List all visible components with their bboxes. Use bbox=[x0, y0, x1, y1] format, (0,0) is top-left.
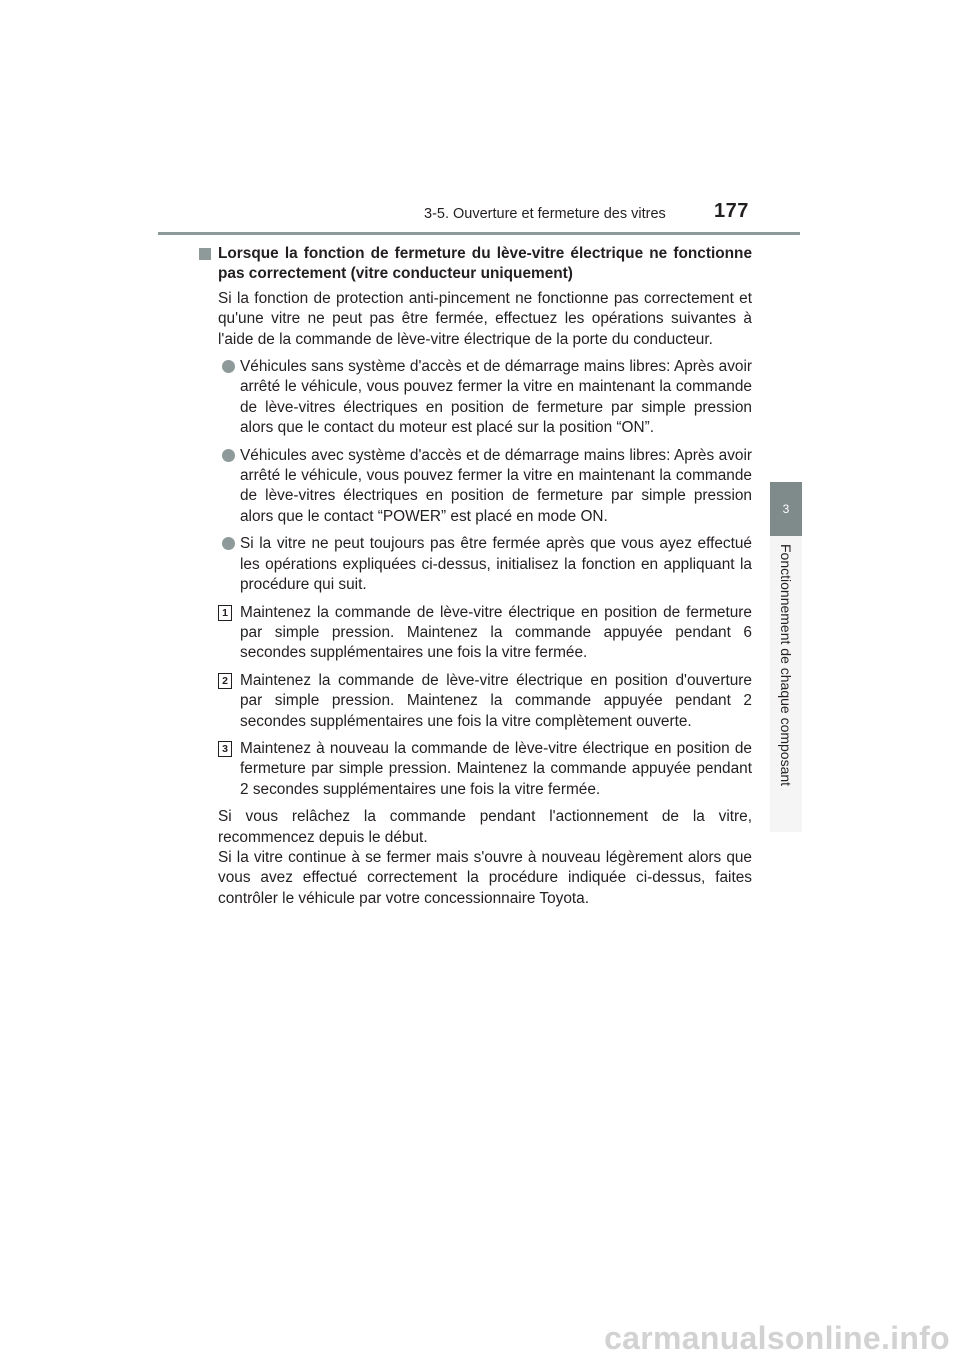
step-text: Maintenez la commande de lève-vitre électrique en position de fermeture par simple pression. Maintenez la commande appuyée pendant 6 secondes supplémentaires une fois la vitre fermée. bbox=[240, 603, 752, 662]
step-number-1: 1 bbox=[218, 605, 232, 621]
bullet-icon bbox=[222, 449, 235, 462]
step-text: Maintenez la commande de lève-vitre électrique en position d'ouverture par simple pression. Maintenez la commande appuyée pendant 2 secondes supplémentaires une fois la vitre complètement ouverte. bbox=[240, 671, 752, 730]
bullet-icon bbox=[222, 360, 235, 373]
header-rule bbox=[158, 232, 800, 235]
step-number-3: 3 bbox=[218, 741, 232, 757]
step-item bbox=[212, 671, 752, 732]
bullet-icon bbox=[222, 537, 235, 550]
chapter-label: Fonctionnement de chaque composant bbox=[778, 544, 794, 787]
watermark: carmanualsonline.info bbox=[604, 1320, 950, 1356]
section-heading bbox=[212, 244, 752, 285]
step-item bbox=[212, 739, 752, 800]
chapter-number: 3 bbox=[770, 482, 802, 536]
list-item bbox=[212, 357, 752, 439]
step-item bbox=[212, 603, 752, 664]
list-item bbox=[212, 446, 752, 528]
note-restart: Si vous relâchez la commande pendant l'actionnement de la vitre, recommencez depuis le début. bbox=[218, 808, 752, 846]
list-item bbox=[212, 534, 752, 595]
section-heading-text: Lorsque la fonction de fermeture du lève-vitre électrique ne fonctionne pas correctement (vitre conducteur uniquement) bbox=[218, 245, 752, 283]
step-text: Maintenez à nouveau la commande de lève-vitre électrique en position de fermeture par simple pression. Maintenez la commande appuyée pendant 2 secondes supplémentaires une fois la vitre fermée. bbox=[240, 739, 752, 798]
section-title: 3-5. Ouverture et fermeture des vitres bbox=[424, 206, 666, 222]
note-dealer: Si la vitre continue à se fermer mais s'ouvre à nouveau légèrement alors que vous avez effectué correctement la procédure indiquée ci-dessus, faites contrôler le véhicule par votre concessionnaire Toyota. bbox=[218, 848, 752, 907]
chapter-label-wrap bbox=[770, 544, 802, 814]
bullet-text: Véhicules sans système d'accès et de démarrage mains libres: Après avoir arrêté le véhicule, vous pouvez fermer la vitre en maintenant la commande de lève-vitres électriques en position de fermeture par simple pression alors que le contact du moteur est placé sur la position “ON”. bbox=[240, 358, 752, 437]
step-number-2: 2 bbox=[218, 673, 232, 689]
bullet-text: Si la vitre ne peut toujours pas être fermée après que vous ayez effectué les opérations expliquées ci-dessus, initialisez la fonction en appliquant la procédure qui suit. bbox=[240, 535, 752, 594]
heading-square-icon bbox=[199, 248, 211, 260]
main-content bbox=[212, 244, 752, 909]
bullet-text: Véhicules avec système d'accès et de démarrage mains libres: Après avoir arrêté le véhicule, vous pouvez fermer la vitre en maintenant la commande de lève-vitres électriques en position de fermeture par simple pression alors que le contact “POWER” est placé en mode ON. bbox=[240, 446, 752, 525]
intro-paragraph: Si la fonction de protection anti-pincement ne fonctionne pas correctement et qu'une vitre ne peut pas être fermée, effectuez les opérations suivantes à l'aide de la commande de lève-vitre électrique de la porte du conducteur. bbox=[218, 289, 752, 348]
page-number: 177 bbox=[714, 200, 749, 222]
